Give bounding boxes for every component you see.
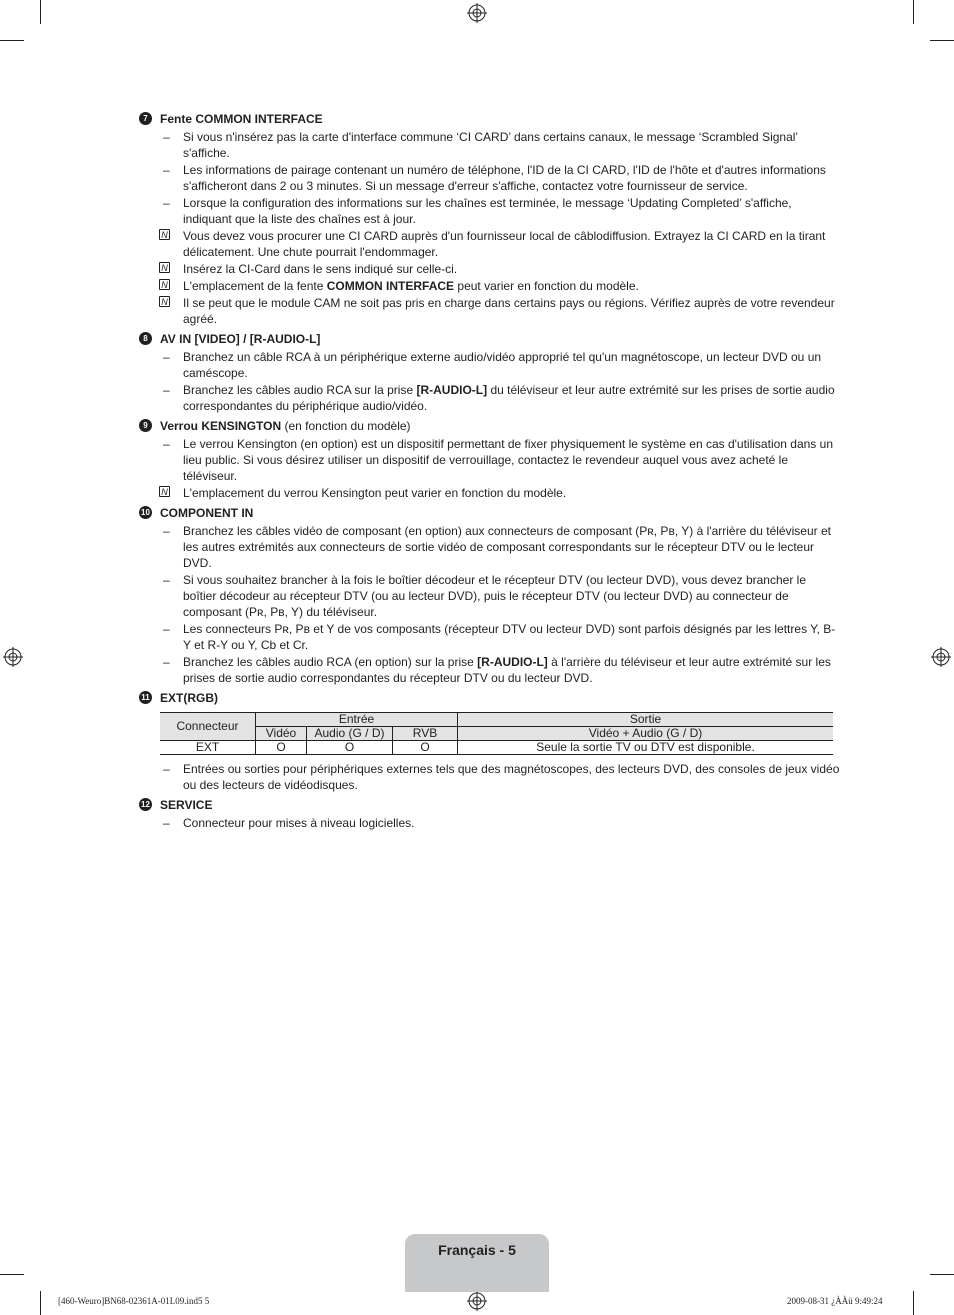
section-title: [138, 690, 840, 706]
note-icon: N: [159, 262, 170, 273]
section-title-text: SERVICE: [160, 798, 213, 812]
table-header-sortie: Sortie: [458, 713, 834, 727]
registration-mark-icon: [3, 647, 23, 667]
item-text: Les connecteurs Pʀ, Pʙ et Y de vos composants (récepteur DTV ou lecteur DVD) sont parfois désignés par les lettres Y, B-Y et R-Y ou Y, Cb et Cr.: [183, 622, 836, 652]
table-header-video: Vidéo: [256, 727, 307, 741]
table-header-sortie-sub: Vidéo + Audio (G / D): [458, 727, 834, 741]
section-title: [138, 111, 840, 127]
list-item: [138, 621, 840, 653]
item-text: Connecteur pour mises à niveau logicielles.: [183, 816, 415, 830]
item-text: L'emplacement du verrou Kensington peut varier en fonction du modèle.: [183, 486, 567, 500]
item-text: Branchez les câbles audio RCA sur la prise: [183, 383, 417, 397]
item-text: Le verrou Kensington (en option) est un dispositif permettant de fixer physiquement le système en cas d'utilisation dans un lieu public. Si vous désirez utiliser un dispositif de verrouillage, contactez le revendeur auquel vous avez acheté le téléviseur.: [183, 437, 833, 483]
page-number-label: Français - 5: [438, 1242, 516, 1258]
list-item: [138, 129, 840, 161]
list-item: [138, 436, 840, 484]
crop-mark: [0, 40, 24, 41]
note-icon: N: [159, 486, 170, 497]
section-title-text: Fente COMMON INTERFACE: [160, 112, 323, 126]
section-title-text: Verrou KENSINGTON: [160, 419, 282, 433]
section-number-icon: 10: [139, 506, 152, 519]
table-header-entree: Entrée: [256, 713, 458, 727]
document-body: [138, 111, 840, 832]
item-text: Insérez la CI-Card dans le sens indiqué sur celle-ci.: [183, 262, 458, 276]
print-slug-right: 2009-08-31 ¿ÀÀü 9:49:24: [787, 1296, 883, 1306]
section-title-text: EXT(RGB): [160, 691, 218, 705]
table-header-audio: Audio (G / D): [307, 727, 393, 741]
table-cell: O: [256, 741, 307, 755]
note-item: [138, 228, 840, 260]
list-item: [138, 654, 840, 686]
list-item: [138, 382, 840, 414]
list-item: [138, 523, 840, 571]
item-text: Si vous souhaitez brancher à la fois le boîtier décodeur et le récepteur DTV (ou lecteur DVD), vous devez brancher le boîtier décodeur au récepteur DTV (ou au lecteur DVD), puis le récepteur DTV (ou lecteur DVD) au connecteur de composant (Pʀ, Pʙ, Y) du téléviseur.: [183, 573, 806, 619]
list-item: [138, 761, 840, 793]
note-icon: N: [159, 279, 170, 290]
dash-bullet: –: [163, 573, 170, 587]
table-cell: EXT: [160, 741, 256, 755]
list-item: [138, 349, 840, 381]
section-title-text: AV IN [VIDEO] / [R-AUDIO-L]: [160, 332, 321, 346]
table-cell: O: [393, 741, 458, 755]
section-title: [138, 331, 840, 347]
section-number-icon: 12: [139, 798, 152, 811]
table-header-connecteur: Connecteur: [160, 713, 256, 741]
item-text-bold: [R-AUDIO-L]: [416, 383, 488, 397]
section-title: [138, 418, 840, 434]
dash-bullet: –: [163, 196, 170, 210]
dash-bullet: –: [163, 762, 170, 776]
item-text: Branchez les câbles audio RCA (en option) sur la prise: [183, 655, 478, 669]
section-title: [138, 797, 840, 813]
item-text-bold: COMMON INTERFACE: [326, 279, 455, 293]
list-item: [138, 195, 840, 227]
table-cell: O: [307, 741, 393, 755]
table-cell: Seule la sortie TV ou DTV est disponible.: [458, 741, 834, 755]
item-text: Branchez les câbles vidéo de composant (en option) aux connecteurs de composant (Pʀ, Pʙ, Y) à l'arrière du téléviseur et les autres extrémités aux connecteurs de sortie vidéo de composant correspondants sur le récepteur DTV ou le lecteur DVD.: [183, 524, 831, 570]
dash-bullet: –: [163, 524, 170, 538]
section-number-icon: 7: [139, 112, 152, 125]
section-number-icon: 11: [139, 691, 152, 704]
dash-bullet: –: [163, 816, 170, 830]
section-number-icon: 9: [139, 419, 152, 432]
table-row: [160, 741, 833, 755]
note-item: [138, 295, 840, 327]
crop-mark: [930, 1274, 954, 1275]
item-text: peut varier en fonction du modèle.: [454, 279, 639, 293]
dash-bullet: –: [163, 350, 170, 364]
dash-bullet: –: [163, 655, 170, 669]
item-text: Lorsque la configuration des informations sur les chaînes est terminée, le message ‘Updating Completed’ s'affiche, indiquant que la liste des chaînes est à jour.: [183, 196, 792, 226]
dash-bullet: –: [163, 383, 170, 397]
dash-bullet: –: [163, 622, 170, 636]
table-header-rvb: RVB: [393, 727, 458, 741]
crop-mark: [913, 0, 914, 24]
item-text: Vous devez vous procurer une CI CARD auprès d'un fournisseur local de câblodiffusion. Extrayez la CI CARD en la tirant délicatement. Une chute pourrait l'endommager.: [183, 229, 826, 259]
crop-mark: [0, 1274, 24, 1275]
dash-bullet: –: [163, 437, 170, 451]
item-text-bold: [R-AUDIO-L]: [477, 655, 548, 669]
note-item: [138, 485, 840, 501]
crop-mark: [913, 1291, 914, 1315]
list-item: [138, 815, 840, 831]
item-text: Les informations de pairage contenant un numéro de téléphone, l'ID de la CI CARD, l'ID de l'hôte et d'autres informations s'afficheront dans 2 ou 3 minutes. Si un message d'erreur s'affiche, contactez votre fournisseur de service.: [183, 163, 826, 193]
list-item: [138, 572, 840, 620]
ext-rgb-table: [160, 712, 833, 755]
item-text: du téléviseur et leur autre extrémité sur les prises de sortie audio correspondantes du périphérique audio/vidéo.: [183, 383, 835, 413]
crop-mark: [40, 1291, 41, 1315]
item-text: Entrées ou sorties pour périphériques externes tels que des magnétoscopes, des lecteurs DVD, des consoles de jeux vidéo ou des lecteurs de vidéodisques.: [183, 762, 840, 792]
item-text: à l'arrière du téléviseur et leur autre extrémité sur les prises de sortie audio correspondantes du récepteur DTV ou du lecteur DVD.: [183, 655, 831, 685]
registration-mark-icon: [467, 1291, 487, 1311]
crop-mark: [930, 40, 954, 41]
registration-mark-icon: [931, 647, 951, 667]
dash-bullet: –: [163, 163, 170, 177]
item-text: Si vous n'insérez pas la carte d'interface commune ‘CI CARD’ dans certains canaux, le message ‘Scrambled Signal’ s'affiche.: [183, 130, 798, 160]
section-title: [138, 505, 840, 521]
item-text: L'emplacement de la fente: [183, 279, 327, 293]
print-slug-left: [460-Weuro]BN68-02361A-01L09.ind5 5: [58, 1296, 210, 1306]
registration-mark-icon: [467, 3, 487, 23]
item-text: Il se peut que le module CAM ne soit pas pris en charge dans certains pays ou régions. Vérifiez auprès de votre revendeur agréé.: [183, 296, 835, 326]
note-item: [138, 261, 840, 277]
list-item: [138, 162, 840, 194]
note-icon: N: [159, 296, 170, 307]
dash-bullet: –: [163, 130, 170, 144]
section-number-icon: 8: [139, 332, 152, 345]
item-text: Branchez un câble RCA à un périphérique externe audio/vidéo approprié tel qu'un magnétoscope, un lecteur DVD ou un caméscope.: [183, 350, 822, 380]
section-title-text: COMPONENT IN: [160, 506, 254, 520]
section-title-suffix: (en fonction du modèle): [281, 419, 411, 433]
crop-mark: [40, 0, 41, 24]
note-icon: N: [159, 229, 170, 240]
note-item: [138, 278, 840, 294]
